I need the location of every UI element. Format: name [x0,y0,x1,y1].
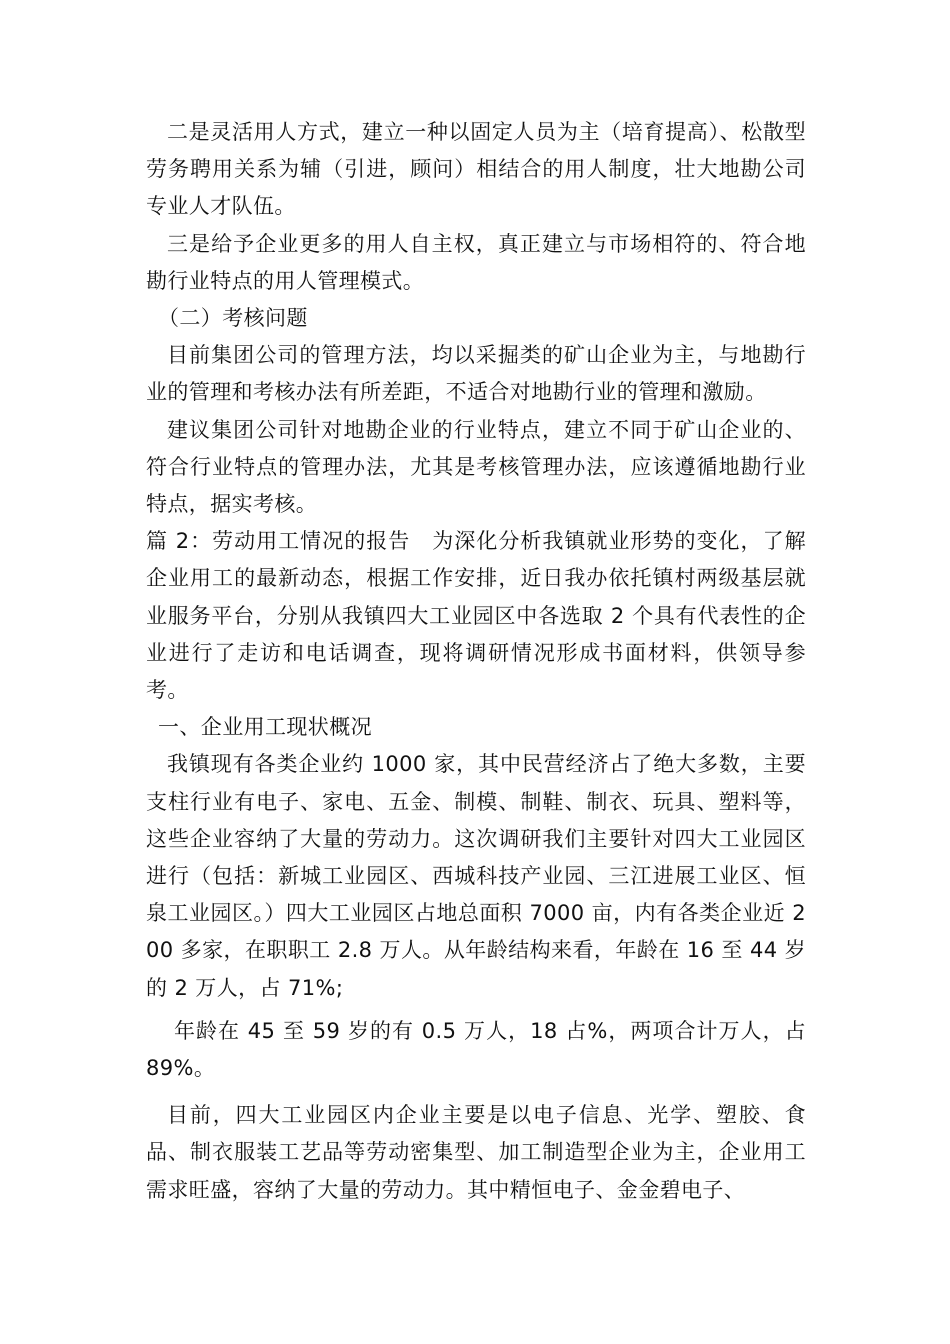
section-heading-assessment: （二）考核问题 [158,306,308,331]
paragraph-industrial-parks: 目前，四大工业园区内企业主要是以电子信息、光学、塑胶、食品、制衣服装工艺品等劳动密集型、加工制造型企业为主，企业用工需求旺盛，容纳了大量的劳动力。其中精恒电子、金金碧电子、 [146,1103,806,1202]
paragraph-flexible-employment: 二是灵活用人方式，建立一种以固定人员为主（培育提高）、松散型劳务聘用关系为辅（引进，顾问）相结合的用人制度，壮大地勘公司专业人才队伍。 [146,120,806,219]
section-heading-overview: 一、企业用工现状概况 [158,715,372,740]
document-body [146,114,806,1209]
paragraph-enterprise-overview: 我镇现有各类企业约 1000 家，其中民营经济占了绝大多数，主要支柱行业有电子、家电、五金、制模、制鞋、制衣、玩具、塑料等，这些企业容纳了大量的劳动力。这次调研我们主要针对四大工业园区进行（包括：新城工业园区、西城科技产业园、三江进展工业区、恒泉工业园区。）四大工业园区占地总面积 7000 亩，内有各类企业近 200 多家，在职职工 2.8 万人。从年龄结构来看，年龄在 16 至 44 岁的 2 万人，占 71%; [146,752,806,1000]
paragraph-report-intro: 篇 2：劳动用工情况的报告 为深化分析我镇就业形势的变化，了解企业用工的最新动态，根据工作安排，近日我办依托镇村两级基层就业服务平台，分别从我镇四大工业园区中各选取 2 个具有代表性的企业进行了走访和电话调查，现将调研情况形成书面材料，供领导参考。 [146,529,806,703]
paragraph-current-management: 目前集团公司的管理方法，均以采掘类的矿山企业为主，与地勘行业的管理和考核办法有所差距，不适合对地勘行业的管理和激励。 [146,343,806,405]
paragraph-employment-autonomy: 三是给予企业更多的用人自主权，真正建立与市场相符的、符合地勘行业特点的用人管理模式。 [146,231,806,293]
paragraph-suggestion: 建议集团公司针对地勘企业的行业特点，建立不同于矿山企业的、符合行业特点的管理办法，尤其是考核管理办法，应该遵循地勘行业特点，据实考核。 [146,417,806,517]
paragraph-age-structure: 年龄在 45 至 59 岁的有 0.5 万人，18 占%，两项合计万人，占 89%。 [146,1018,806,1081]
